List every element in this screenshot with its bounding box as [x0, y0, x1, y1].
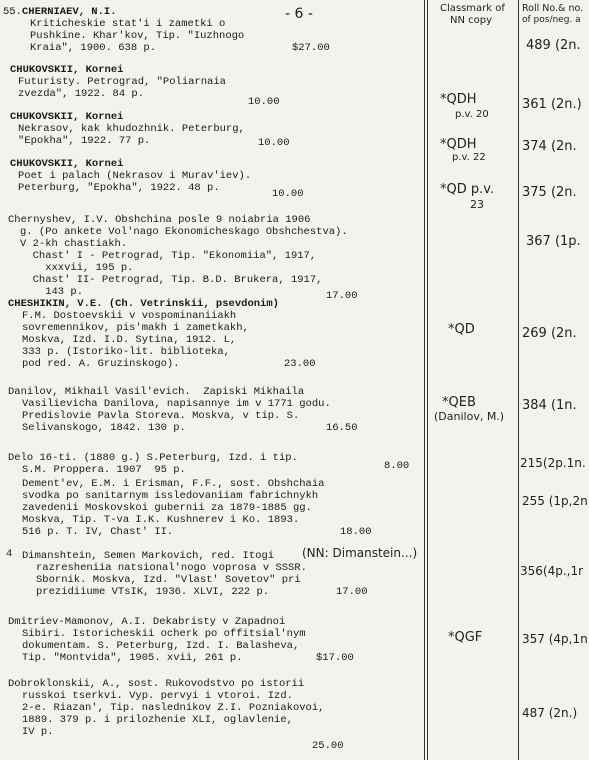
entry-line: IV p.: [22, 726, 54, 738]
entry-line: Kriticheskie stat'i i zametki o: [30, 18, 226, 30]
entry-line: Tip. "Montvida", 1905. xvii, 261 p.: [22, 652, 243, 664]
entry-line: Kraia", 1900. 638 p.: [30, 42, 157, 54]
roll-note: 374 (2n.: [522, 139, 577, 154]
entry-price: 10.00: [258, 137, 290, 149]
entry-price: $17.00: [316, 652, 354, 664]
entry-line: S.M. Proppera. 1907 95 p.: [22, 464, 186, 476]
roll-note: 269 (2n.: [522, 326, 577, 341]
entry-line: Delo 16-ti. (1880 g.) S.Peterburg, Izd. i tip.: [8, 452, 298, 464]
roll-note: 487 (2n.): [522, 706, 578, 720]
entry-line: zvezda", 1922. 84 p.: [18, 88, 145, 100]
entry-line: Vasilievicha Danilova, napisannye im v 1771 godu.: [22, 398, 331, 410]
entry-price: 25.00: [312, 740, 344, 752]
entry-price: 16.50: [326, 422, 358, 434]
entry-line: "Epokha", 1922. 77 p.: [18, 135, 151, 147]
entry-line: Futuristy. Petrograd, "Poliarnaia: [18, 76, 226, 88]
entry-line: 1889. 379 p. i prilozhenie XLI, oglavlenie,: [22, 714, 293, 726]
column-divider-right: [518, 0, 519, 760]
classmark-subnote: p.v. 22: [452, 152, 486, 163]
entry-line: 516 p. T. IV, Chast' II.: [22, 526, 174, 538]
entry-price: 10.00: [248, 96, 280, 108]
entry-line: sovremennikov, pis'makh i zametkakh,: [22, 322, 249, 334]
entry-line: Predislovie Pavla Storeva. Moskva, v tip. S.: [22, 410, 300, 422]
entry-line: Sibiri. Istoricheskii ocherk po offitsial'nym: [22, 628, 306, 640]
entry-line: Pushkine. Khar'kov, Tip. "Iuzhnogo: [30, 30, 245, 42]
classmark-note: *QDH: [440, 92, 477, 107]
entry-line: Dmitriev-Mamonov, A.I. Dekabristy v Zapadnoi: [8, 616, 286, 628]
entry-line: Poet i palach (Nekrasov i Murav'iev).: [18, 170, 252, 182]
entry-line: Danilov, Mikhail Vasil'evich. Zapiski Mikhaila: [8, 386, 305, 398]
entry-line: svodka po sanitarnym issledovaniiam fabrichnykh: [22, 490, 319, 502]
roll-header-line2: of pos/neg. a: [522, 15, 581, 25]
classmark-subnote: 23: [470, 198, 484, 211]
entry-line: 143 p.: [20, 286, 84, 298]
roll-header-line1: Roll No.& no.: [522, 3, 584, 14]
column-divider-mid: [427, 0, 428, 760]
roll-note: 489 (2n.: [526, 38, 581, 53]
entry-line: pod red. A. Gruzinskogo).: [22, 358, 180, 370]
entry-number: 55.: [3, 6, 22, 18]
entry-line: Dimanshtein, Semen Markovich, red. Itogi: [22, 550, 275, 562]
roll-note: 361 (2n.): [522, 97, 582, 112]
entry-line: Chast' I - Petrograd, Tip. "Ekonomiia", 1917,: [20, 250, 317, 262]
classmark-header-line2: NN copy: [450, 15, 493, 26]
entry-line: F.M. Dostoevskii v vospominaniiakh: [22, 310, 237, 322]
classmark-note: *QGF: [448, 630, 483, 645]
entry-number: 4: [6, 548, 13, 560]
roll-note: 384 (1n.: [522, 398, 577, 413]
classmark-subnote: (Danilov, M.): [434, 410, 505, 423]
entry-price: 23.00: [284, 358, 316, 370]
entry-line: prezidiiume VTsIK, 1936. XLVI, 222 p.: [36, 586, 270, 598]
entry-line: Sbornik. Moskva, Izd. "Vlast' Sovetov" pri: [36, 574, 301, 586]
entry-price: 8.00: [384, 460, 410, 472]
classmark-header-line1: Classmark of: [440, 3, 505, 14]
entry-line: 2-e. Riazan', Tip. naslednikov Z.I. Pozniakovoi,: [22, 702, 325, 714]
roll-note: 215(2p.1n.: [520, 456, 586, 470]
entry-price: 17.00: [326, 290, 358, 302]
entry-line: Chast' II- Petrograd, Tip. B.D. Brukera, 1917,: [20, 274, 323, 286]
entry-line: CHERNIAEV, N.I.: [22, 6, 117, 18]
entry-line: V 2-kh chastiakh.: [20, 238, 128, 250]
entry-price: 17.00: [336, 586, 368, 598]
entry-line: Selivanskogo, 1842. 130 p.: [22, 422, 186, 434]
classmark-note: *QD p.v.: [440, 182, 495, 197]
entry-line: Peterburg, "Epokha", 1922. 48 p.: [18, 182, 220, 194]
entry-line: CHESHIKIN, V.E. (Ch. Vetrinskii, psevdonim): [8, 298, 279, 310]
entry-line: russkoi tserkvi. Vyp. pervyi i vtoroi. Izd.: [22, 690, 293, 702]
classmark-note: (NN: Dimanstein...): [302, 546, 418, 560]
entry-price: 10.00: [272, 188, 304, 200]
classmark-subnote: p.v. 20: [455, 109, 489, 120]
column-divider-left: [424, 0, 425, 760]
entry-line: Moskva, Tip. T-va I.K. Kushnerev i Ko. 1893.: [22, 514, 300, 526]
roll-note: 367 (1p.: [526, 234, 581, 249]
entry-line: CHUKOVSKII, Kornei: [10, 111, 124, 123]
entry-line: 333 p. (Istoriko-lit. biblioteka,: [22, 346, 230, 358]
entry-line: Chernyshev, I.V. Obshchina posle 9 noiabria 1906: [8, 214, 311, 226]
entry-line: CHUKOVSKII, Kornei: [10, 158, 124, 170]
entry-line: Dement'ev, E.M. i Erisman, F.F., sost. Obshchaia: [22, 478, 325, 490]
roll-note: 357 (4p,1n: [522, 632, 588, 646]
roll-note: 375 (2n.: [522, 185, 577, 200]
entry-line: Moskva, Izd. I.D. Sytina, 1912. L,: [22, 334, 237, 346]
classmark-note: *QEB: [442, 395, 476, 410]
entry-price: 18.00: [340, 526, 372, 538]
entry-line: g. (Po ankete Vol'nago Ekonomicheskago Obshchestva).: [20, 226, 348, 238]
entry-line: CHUKOVSKII, Kornei: [10, 64, 124, 76]
entry-price: $27.00: [292, 42, 330, 54]
entry-line: Dobroklonskii, A., sost. Rukovodstvo po istorii: [8, 678, 305, 690]
entry-line: dokumentam. S. Peterburg, Izd. I. Balasheva,: [22, 640, 300, 652]
roll-note: 255 (1p,2n: [522, 494, 588, 508]
entry-line: Nekrasov, kak khudozhnik. Peterburg,: [18, 123, 245, 135]
entry-line: zavedenii Moskovskoi gubernii za 1879-1885 gg.: [22, 502, 312, 514]
roll-note: 356(4p.,1r: [520, 564, 584, 578]
entry-line: razresheniia natsional'nogo voprosa v SSSR.: [36, 562, 307, 574]
entry-line: xxxvii, 195 p.: [20, 262, 134, 274]
page-number: - 6 -: [285, 6, 313, 22]
classmark-note: *QD: [448, 322, 475, 337]
classmark-note: *QDH: [440, 137, 477, 152]
